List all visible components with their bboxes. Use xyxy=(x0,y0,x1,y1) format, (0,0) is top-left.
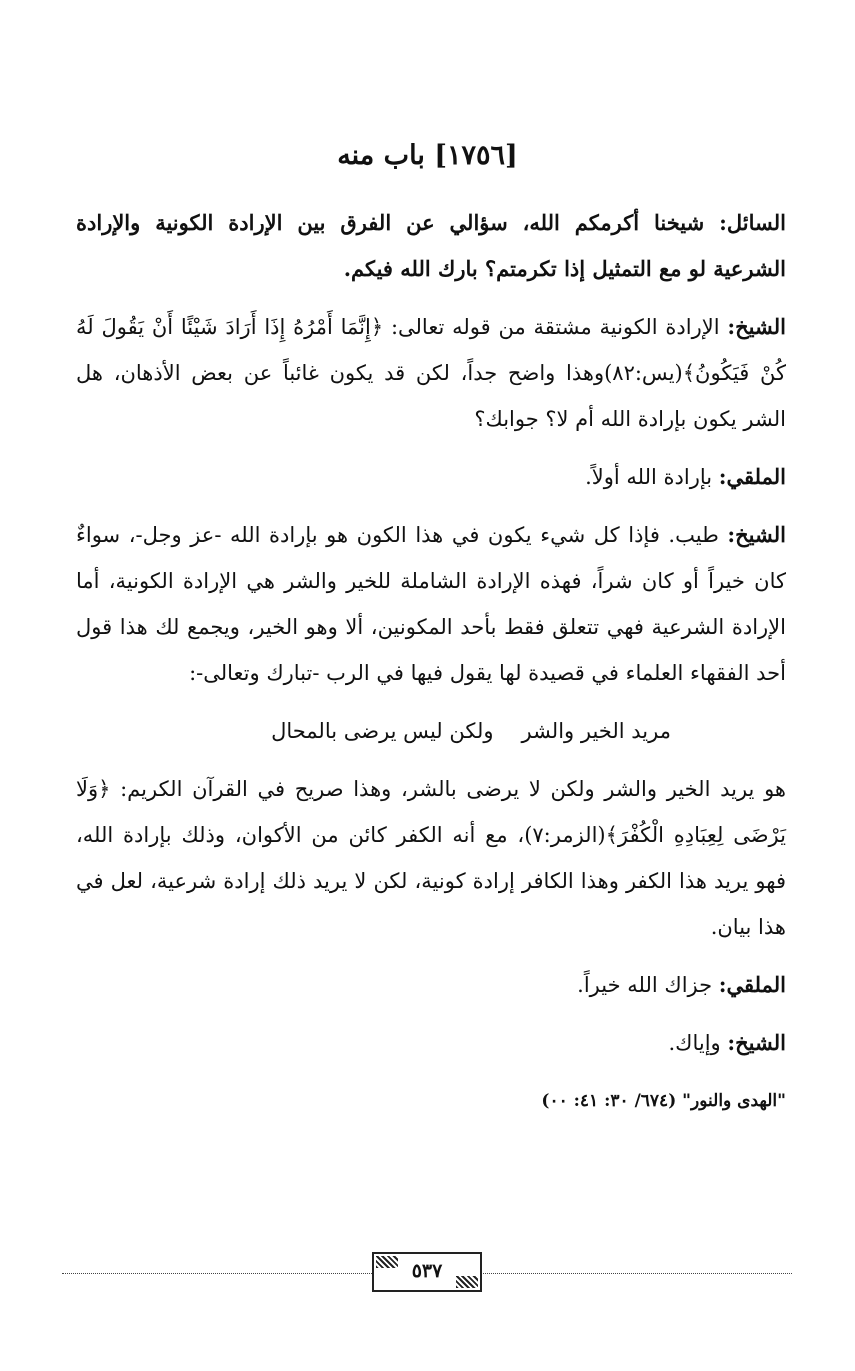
page-number-box xyxy=(372,1252,482,1292)
speaker-label: الشيخ: xyxy=(727,314,786,339)
sheikh-answer-4 xyxy=(76,1020,786,1066)
question-paragraph: السائل: شيخنا أكرمكم الله، سؤالي عن الفرق بين الإرادة الكونية والإرادة الشرعية لو مع التمثيل إذا تكرمتم؟ بارك الله فيكم. xyxy=(76,210,786,281)
mulqi-reply-2 xyxy=(76,962,786,1008)
sheikh-answer-3: هو يريد الخير والشر ولكن لا يرضى بالشر، وهذا صريح في القرآن الكريم: ﴿وَلَا يَرْضَى لِعِبَادِهِ الْكُفْرَ﴾(الزمر:٧)، مع أنه الكفر كائن من الأكوان، وذلك بإرادة الله، فهو يريد هذا الكفر وهذا الكافر إرادة كونية، لكن لا يريد ذلك إرادة شرعية، لعل في هذا بيان. xyxy=(76,777,786,939)
speaker-label: الشيخ: xyxy=(727,522,786,547)
verse-second-hemistich: ولكن ليس يرضى بالمحال xyxy=(271,719,494,743)
section-heading: [١٧٥٦] باب منه xyxy=(337,140,518,171)
answer-text: الإرادة الكونية مشتقة من قوله تعالى: ﴿إِنَّمَا أَمْرُهُ إِذَا أَرَادَ شَيْئًا أَنْ يَقُولَ لَهُ كُنْ فَيَكُونُ﴾(يس:٨٢)وهذا واضح جداً، لكن قد يكون غائباً عن بعض الأذهان، هل الشر يكون بإرادة الله أم لا؟ جوابك؟ xyxy=(76,315,787,431)
source-citation: "الهدى والنور" (٦٧٤/ ٣٠: ٤١: ٠٠) xyxy=(541,1091,786,1111)
speaker-label: الملقي: xyxy=(718,464,786,489)
verse-first-hemistich: مريد الخير والشر xyxy=(521,719,671,743)
answer-text: وإياك. xyxy=(668,1031,721,1055)
speaker-label: الملقي: xyxy=(718,972,786,997)
reply-text: جزاك الله خيراً. xyxy=(577,973,713,997)
sheikh-answer-1 xyxy=(76,304,786,442)
reply-text: بإرادة الله أولاً. xyxy=(585,465,713,489)
mulqi-reply-1 xyxy=(76,454,786,500)
sheikh-answer-2 xyxy=(76,512,786,696)
answer-text: طيب. فإذا كل شيء يكون في هذا الكون هو بإرادة الله -عز وجل-، سواءٌ كان خيراً أو كان شراً، فهذه الإرادة الشاملة للخير والشر هي الإرادة الكونية، أما الإرادة الشرعية فهي تتعلق فقط بأحد المكونين، ألا وهو الخير، ويجمع لك هذا قول أحد الفقهاء العلماء في قصيدة لها يقول فيها في الرب -تبارك وتعالى-: xyxy=(76,523,786,685)
poetry-verse xyxy=(76,708,786,754)
page-number: ٥٣٧ xyxy=(411,1260,443,1282)
speaker-label: الشيخ: xyxy=(727,1030,786,1055)
body-text xyxy=(76,200,786,1124)
